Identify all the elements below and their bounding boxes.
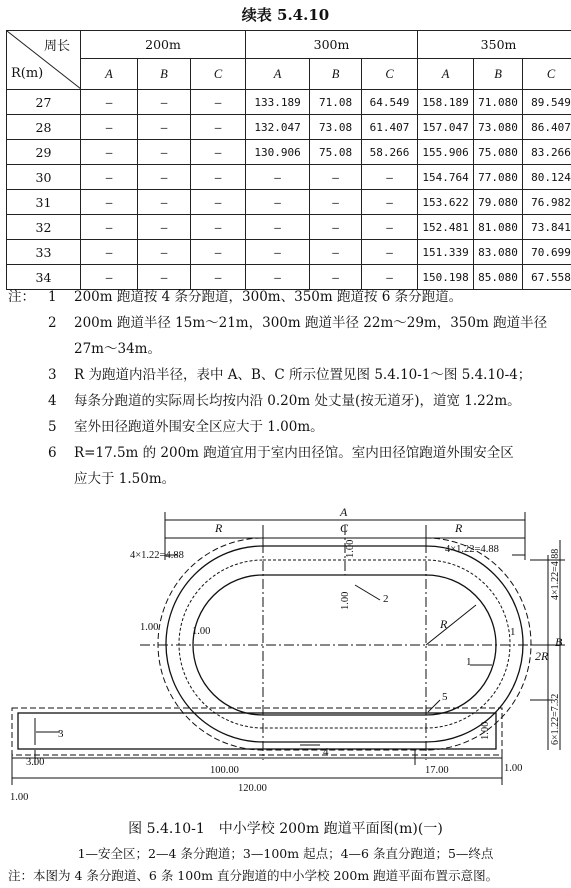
column-header: C [523,59,571,90]
table-cell: 155.906 [418,140,474,165]
note-number: 4 [48,393,57,409]
table-cell: — [138,215,191,240]
group-header: 300m [246,31,418,59]
table-cell: — [310,215,362,240]
table-cell: — [138,115,191,140]
note-number: 2 [48,315,57,331]
table-cell: 70.699 [523,240,571,265]
table-cell: — [362,165,418,190]
table-cell: — [246,265,310,290]
column-header: A [418,59,474,90]
dim-120: 120.00 [238,783,267,794]
label-A: A [340,505,348,519]
table-cell: — [138,90,191,115]
note-text: 每条分跑道的实际周长均按内沿 0.20m 处丈量(按无道牙)，道宽 1.22m。 [74,393,521,409]
table-cell: — [81,115,138,140]
dim-1: 1.00 [480,721,491,740]
table-cell: — [310,265,362,290]
table-cell: 83.080 [474,240,523,265]
table-cell: 150.198 [418,265,474,290]
radius-cell: 29 [7,140,81,165]
table-cell: 132.047 [246,115,310,140]
column-header: A [246,59,310,90]
table-cell: — [362,215,418,240]
perimeter-label: 周长 [43,39,70,54]
table-cell: 157.047 [418,115,474,140]
radius-cell: 34 [7,265,81,290]
table-cell: — [246,240,310,265]
note-text: R=17.5m 的 200m 跑道宜用于室内田径馆。室内田径馆跑道外围安全区 [74,445,514,461]
table-cell: 73.08 [310,115,362,140]
dim-17: 17.00 [425,765,449,776]
table-cell: — [246,165,310,190]
figure-caption: 图 5.4.10-1 中小学校 200m 跑道平面图(m)(一) [128,821,443,837]
dim-1: 1.00 [192,626,211,637]
table-cell: 58.266 [362,140,418,165]
note-text: 应大于 1.50m。 [74,471,176,487]
callout-5: 5 [442,691,448,703]
table-cell: 81.080 [474,215,523,240]
column-header: A [81,59,138,90]
table-cell: — [81,90,138,115]
dim-1: 1.00 [345,539,356,558]
radius-cell: 31 [7,190,81,215]
dim-top-right: 4×1.22=4.88 [445,544,499,555]
table-cell: 80.124 [523,165,571,190]
radius-cell: 27 [7,90,81,115]
table-cell: — [81,240,138,265]
table-cell: 154.764 [418,165,474,190]
dim-1: 1.00 [504,763,523,774]
table-cell: 85.080 [474,265,523,290]
label-2R: 2R [535,649,549,663]
table-cell: — [81,165,138,190]
radius-line [426,605,476,645]
label-B: B [555,635,563,649]
column-header: B [474,59,523,90]
table-cell: 75.080 [474,140,523,165]
table-title: 续表 5.4.10 [241,6,330,24]
table-cell: 79.080 [474,190,523,215]
callout-1: 1 [466,656,472,668]
dim-top-left: 4×1.22=4.88 [130,550,184,561]
callout-3: 3 [58,728,64,740]
note-text: 200m 跑道按 4 条分跑道，300m、350m 跑道按 6 条分跑道。 [74,289,463,305]
table-cell: 64.549 [362,90,418,115]
note-number: 5 [48,419,57,435]
table-cell: 73.080 [474,115,523,140]
callout-2: 2 [383,593,389,605]
table-cell: 71.080 [474,90,523,115]
table-cell: — [191,215,246,240]
column-header: C [362,59,418,90]
dim-3: 3.00 [26,757,45,768]
note-text: 室外田径跑道外围安全区应大于 1.00m。 [74,419,324,435]
radius-cell: 28 [7,115,81,140]
table-cell: 153.622 [418,190,474,215]
note-number: 3 [48,367,57,383]
table-cell: — [310,240,362,265]
table-cell: — [310,165,362,190]
radius-cell: 32 [7,215,81,240]
dim-1: 1.00 [140,622,159,633]
table-cell: — [138,140,191,165]
note-text: 200m 跑道半径 15m～21m，300m 跑道半径 22m～29m，350m 跑道半径 [74,315,548,331]
note-number: 6 [48,445,57,461]
table-cell: — [138,265,191,290]
table-cell: — [191,90,246,115]
table-cell: — [81,215,138,240]
table-cell: — [362,190,418,215]
radius-cell: 30 [7,165,81,190]
note-text: 27m～34m。 [74,341,161,357]
table-cell: — [362,265,418,290]
dim-100: 100.00 [210,765,239,776]
radius-cell: 33 [7,240,81,265]
table-cell: 61.407 [362,115,418,140]
table-cell: 83.266 [523,140,571,165]
dim-right-bottom: 6×1.22=7.32 [550,693,561,745]
callout-1: 1 [510,626,516,638]
table-cell: — [191,115,246,140]
table-cell: 67.558 [523,265,571,290]
table-cell: 73.841 [523,215,571,240]
table-cell: 151.339 [418,240,474,265]
table-cell: — [191,190,246,215]
table-cell: 133.189 [246,90,310,115]
label-R: R [215,521,223,535]
label-R: R [440,617,448,631]
table-cell: — [191,240,246,265]
table-cell: — [191,165,246,190]
table-cell: — [191,265,246,290]
dim-1: 1.00 [340,591,351,610]
table-cell: — [81,265,138,290]
column-header: C [191,59,246,90]
table-cell: 75.08 [310,140,362,165]
lane-line [179,560,510,728]
table-cell: 130.906 [246,140,310,165]
table-cell: — [191,140,246,165]
note-number: 1 [48,289,57,305]
table-cell: — [246,190,310,215]
table-cell: 71.08 [310,90,362,115]
column-header: B [138,59,191,90]
figure-footnote: 注：本图为 4 条分跑道、6 条 100m 直分跑道的中小学校 200m 跑道平面布置示意图。 [8,868,499,883]
label-R: R [455,521,463,535]
label-C: C [340,521,349,535]
table-cell: — [310,190,362,215]
table-cell: — [138,190,191,215]
table-cell: 76.982 [523,190,571,215]
radius-label: R(m) [11,66,44,81]
table-cell: 158.189 [418,90,474,115]
dim-1: 1.00 [10,792,29,803]
table-cell: — [138,165,191,190]
column-header: B [310,59,362,90]
table-cell: 89.549 [523,90,571,115]
table-cell: — [138,240,191,265]
table-cell: — [362,240,418,265]
note-lead: 注： [8,289,35,305]
table-cell: 152.481 [418,215,474,240]
table-cell: — [81,140,138,165]
dim-right-top: 4×1.22=4.88 [550,548,561,600]
table-cell: — [81,190,138,215]
group-header: 350m [418,31,571,59]
figure-legend: 1—安全区；2—4 条分跑道；3—100m 起点；4—6 条直分跑道；5—终点 [77,846,494,861]
straight-track [18,713,496,749]
table-cell: 86.407 [523,115,571,140]
table-cell: — [246,215,310,240]
table-cell: 77.080 [474,165,523,190]
group-header: 200m [81,31,246,59]
note-text: R 为跑道内沿半径，表中 A、B、C 所示位置见图 5.4.10-1～图 5.4.10-4； [74,367,532,383]
callout-4: 4 [323,746,329,758]
